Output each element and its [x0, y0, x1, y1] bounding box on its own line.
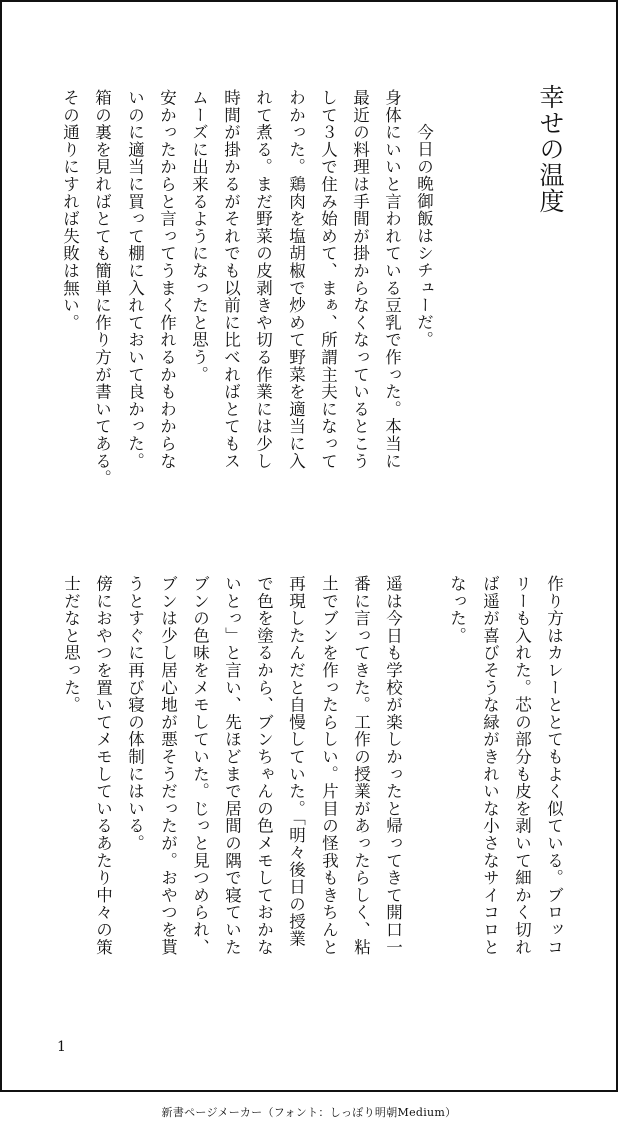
page-number: 1 [57, 1039, 66, 1055]
upper-line-5: わかった。鶏肉を塩胡椒で炒めて野菜を適当に入 [286, 89, 306, 470]
upper-line-2: 身体にいいと言われている豆乳で作った。本当に [382, 89, 402, 470]
upper-line-11: 箱の裏を見ればとても簡単に作り方が書いてある。 [92, 89, 112, 487]
upper-line-4: して３人で住み始めて、まぁ、所謂主夫になって [318, 89, 338, 470]
lower-line-6: 遥は今日も学校が楽しかったと帰ってきて開口一 [383, 575, 403, 956]
lower-line-3: ば遥が喜びそうな緑がきれいな小さなサイコロと [480, 575, 500, 956]
upper-line-6: れて煮る。まだ野菜の皮剥きや切る作業には少し [253, 89, 273, 470]
upper-line-1: 今日の晩御飯はシチューだ。 [414, 106, 434, 349]
upper-line-10: いのに適当に買って棚に入れておいて良かった。 [125, 89, 145, 470]
upper-line-8: ムーズに出来るようになったと思う。 [189, 89, 209, 384]
lower-line-2: リーも入れた。芯の部分も皮を剥いて細かく切れ [512, 575, 532, 956]
upper-line-7: 時間が掛かるがそれでも以前に比べればとてもス [221, 89, 241, 470]
upper-line-3: 最近の料理は手間が掛からなくなっているとこう [350, 89, 370, 470]
lower-line-14: うとすぐに再び寝の体制にはいる。 [125, 575, 145, 852]
lower-line-8: 土でブンを作ったらしい。片目の怪我もきちんと [319, 575, 339, 956]
lower-line-10: で色を塗るから、ブンちゃんの色メモしておかな [254, 575, 274, 956]
lower-line-11: いとっ」と言い、先ほどまで居間の隅で寝ていた [222, 575, 242, 956]
upper-line-9: 安かったからと言ってうまく作れるかもわからな [157, 89, 177, 470]
lower-line-1: 作り方はカレーととてもよく似ている。ブロッコ [544, 575, 564, 956]
lower-line-15: 傍におやつを置いてメモしているあたり中々の策 [93, 575, 113, 956]
upper-line-12: その通りにすれば失敗は無い。 [60, 89, 80, 332]
lower-line-4: なった。 [447, 575, 467, 645]
page-title: 幸せの温度 [536, 84, 565, 214]
footer-caption: 新書ページメーカー（フォント：しっぽり明朝Medium） [161, 1106, 457, 1119]
lower-line-7: 番に言ってきた。工作の授業があったらしく、粘 [351, 575, 371, 956]
lower-line-13: ブンは少し居心地が悪そうだったが。おやつを貰 [158, 575, 178, 956]
lower-line-16: 士だなと思った。 [61, 575, 81, 714]
lower-line-9: 再現したんだと自慢していた。「明々後日の授業 [286, 575, 306, 948]
lower-line-12: ブンの色味をメモしていた。じっと見つめられ、 [190, 575, 210, 956]
